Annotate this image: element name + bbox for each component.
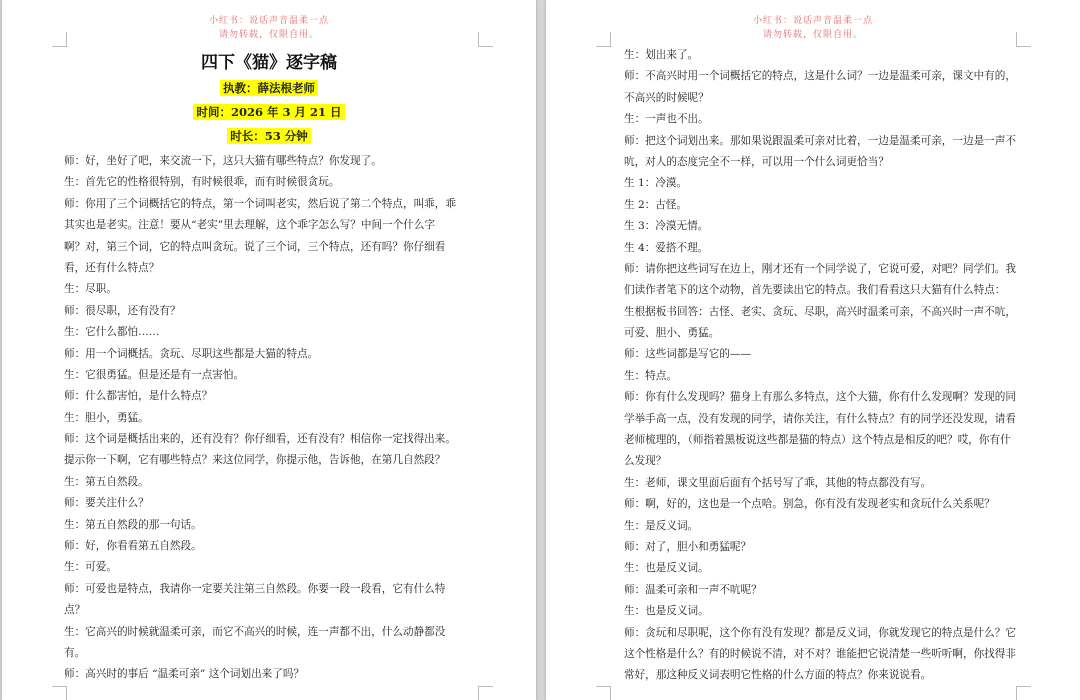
crop-mark-bottom-left <box>52 686 67 700</box>
transcript-line: 生：老师，课文里面后面有个括号写了乖，其他的特点都没有写。 <box>624 476 932 489</box>
transcript-line: 生：也是反义词。 <box>624 605 709 618</box>
transcript-line: 不高兴的时候呢？ <box>624 91 709 104</box>
transcript-line: 师：温柔可亲和一声不吭呢？ <box>624 583 762 596</box>
crop-mark-top-left <box>52 32 67 47</box>
transcript-line: 可爱、胆小、勇猛。 <box>624 327 720 340</box>
transcript-line: 吭，对人的态度完全不一样，可以用一个什么词更恰当？ <box>624 155 889 168</box>
transcript-line: 师：高兴时的事后 “温柔可亲” 这个词划出来了吗？ <box>64 668 305 681</box>
crop-mark-top-right <box>478 32 493 47</box>
transcript-line: 生：可爱。 <box>64 561 117 574</box>
transcript-line: 师：这些词都是写它的—— <box>624 348 752 361</box>
transcript-line: 师：对了，胆小和勇猛呢？ <box>624 540 752 553</box>
transcript-line: 生：特点。 <box>624 369 677 382</box>
watermark <box>2 14 536 42</box>
transcript-line: 师：好，坐好了吧，来交流一下，这只大猫有哪些特点？你发现了。 <box>64 155 382 167</box>
transcript-line: 生：它什么都怕…… <box>64 326 160 339</box>
document-title: 四下《猫》逐字稿 <box>201 53 337 73</box>
transcript-line: 师：你用了三个词概括它的特点，第一个词叫老实，然后说了第二个特点，叫乖，乖 <box>64 197 456 210</box>
transcript-line: 们读作者笔下的这个动物，首先要读出它的特点。我们看看这只大猫有什么特点： <box>624 284 1006 297</box>
transcript-line: 其实也是老实。注意！要从“老实”里去理解，这个乖字怎么写？中间一个什么字 <box>64 219 436 232</box>
document-page-left <box>2 0 536 700</box>
crop-mark-top-right <box>1016 32 1031 47</box>
transcript-line: 师：不高兴时用一个词概括它的特点，这是什么词？一边是温柔可亲，课文中有的， <box>624 70 1016 83</box>
transcript-line: 啊？对，第三个词，它的特点叫贪玩。说了三个词，三个特点，还有吗？你仔细看 <box>64 240 446 253</box>
transcript-line: 生：是反义词。 <box>624 519 699 532</box>
transcript-line: 师：把这个词划出来。那如果说跟温柔可亲对比着，一边是温柔可亲，一边是一声不 <box>624 134 1016 147</box>
transcript-line: 提示你一下啊，它有哪些特点？来这位同学，你提示他，告诉他，在第几自然段？ <box>64 454 446 467</box>
date-highlight: 时间：2026 年 3 月 21 日 <box>193 104 344 120</box>
watermark-line-2: 请勿转载，仅限自用。 <box>762 30 863 40</box>
transcript-line: 生：第五自然段的那一句话。 <box>64 518 202 531</box>
watermark-line-2: 请勿转载，仅限自用。 <box>218 30 319 40</box>
document-page-right <box>546 0 1080 700</box>
transcript-line: 生 2：古怪。 <box>624 198 688 211</box>
transcript-line: 师：啊，好的，这也是一个点哈。别急，你有没有发现老实和贪玩什么关系呢？ <box>624 498 995 511</box>
transcript-line: 常好，那这种反义词表明它性格的什么方面的特点？你来说说看。 <box>624 669 932 682</box>
transcript-line: 生 1：冷漠。 <box>624 177 688 190</box>
transcript-line: 师：可爱也是特点，我请你一定要关注第三自然段。你要一段一段看，它有什么特 <box>64 582 446 595</box>
transcript-line: 点？ <box>64 604 86 617</box>
transcript-line: 生：也是反义词。 <box>624 562 709 575</box>
transcript-line: 么发现？ <box>624 455 667 468</box>
transcript-line: 生：尽职。 <box>64 283 117 296</box>
transcript-line: 看，还有什么特点？ <box>64 261 160 274</box>
watermark-line-1: 小红书：说话声音温柔一点 <box>752 16 873 26</box>
transcript-line: 生：划出来了。 <box>624 49 699 61</box>
transcript-line: 生：它很勇猛。但是还是有一点害怕。 <box>64 368 245 381</box>
transcript-line: 师：很尽职，还有没有？ <box>64 304 181 317</box>
transcript-line: 生 3：冷漠无情。 <box>624 220 709 233</box>
transcript-line: 师：用一个词概括。贪玩、尽职这些都是大猫的特点。 <box>64 347 319 360</box>
crop-mark-bottom-right <box>478 686 493 700</box>
teacher-line <box>2 80 536 96</box>
transcript-line: 这个性格是什么？有的时候说不清，对不对？谁能把它说清楚一些听听啊，你找得非 <box>624 647 1016 660</box>
duration-highlight: 时长：53 分钟 <box>227 128 311 144</box>
transcript-line: 师：要关注什么？ <box>64 497 149 510</box>
transcript-line: 师：贪玩和尽职呢，这个你有没有发现？都是反义词，你就发现它的特点是什么？它 <box>624 626 1016 639</box>
transcript-line: 生根据板书回答：古怪、老实、贪玩、尽职，高兴时温柔可亲，不高兴时一声不吭， <box>624 305 1016 318</box>
transcript-line: 师：这个词是概括出来的，还有没有？你仔细看，还有没有？相信你一定找得出来。 <box>64 433 456 446</box>
transcript-line: 生 4：爱搭不理。 <box>624 241 709 254</box>
crop-mark-bottom-left <box>596 686 611 700</box>
transcript-line: 师：好，你看看第五自然段。 <box>64 540 202 553</box>
transcript-line: 生：首先它的性格很特别，有时候很乖，而有时候很贪玩。 <box>64 176 340 189</box>
watermark-line-1: 小红书：说话声音温柔一点 <box>208 16 329 26</box>
transcript-line: 师：什么都害怕，是什么特点？ <box>64 390 213 403</box>
transcript-line: 师：你有什么发现吗？猫身上有那么多特点，这个大猫，你有什么发现啊？发现的同 <box>624 391 1016 404</box>
duration-line <box>2 128 536 144</box>
watermark <box>546 14 1080 42</box>
transcript-body-left <box>64 151 478 686</box>
transcript-line: 有。 <box>64 646 86 659</box>
transcript-line: 生：胆小，勇猛。 <box>64 411 149 424</box>
transcript-line: 生：第五自然段。 <box>64 475 149 488</box>
transcript-line: 生：它高兴的时候就温柔可亲，而它不高兴的时候，连一声都不出，什么动静都没 <box>64 625 446 638</box>
date-line <box>2 104 536 120</box>
transcript-line: 师：请你把这些词写在边上，刚才还有一个同学说了，它说可爱，对吧？同学们。我 <box>624 262 1016 275</box>
transcript-line: 生：一声也不出。 <box>624 113 709 126</box>
transcript-body-right <box>624 45 1016 687</box>
crop-mark-bottom-right <box>1016 686 1031 700</box>
transcript-line: 老师梳理的，（师指着黑板说这些都是猫的特点）这个特点是相反的吧？哎，你有什 <box>624 434 1011 447</box>
crop-mark-top-left <box>596 32 611 47</box>
transcript-line: 学举手高一点，没有发现的同学，请你关注，有什么特点？有的同学还没发现，请看 <box>624 412 1016 425</box>
teacher-highlight: 执教：薛法根老师 <box>220 80 318 96</box>
